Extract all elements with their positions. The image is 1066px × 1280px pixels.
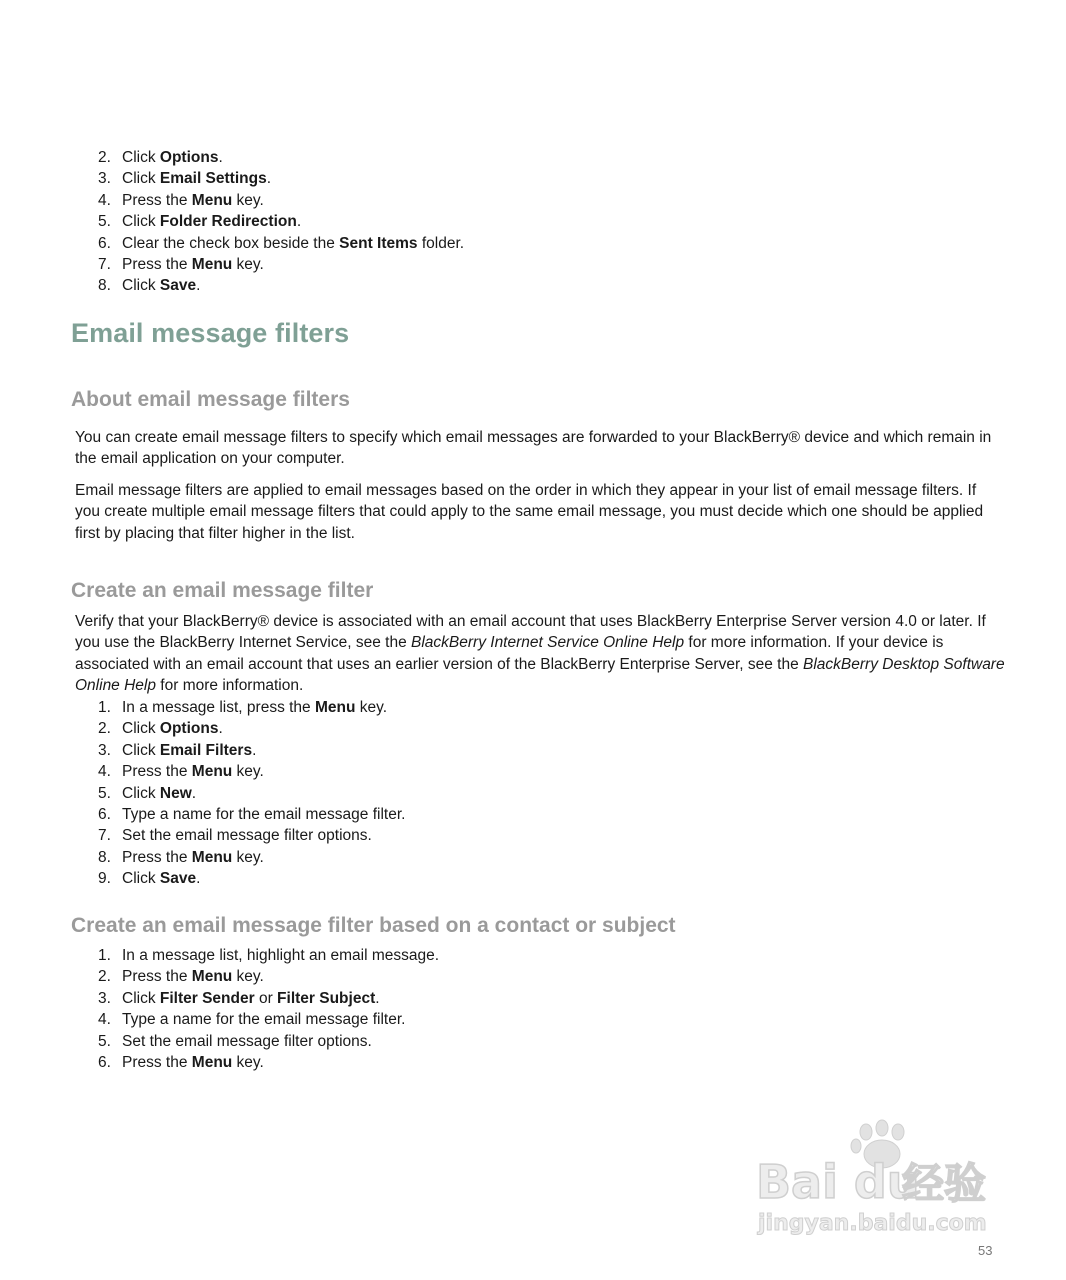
steps-list-contact [0,945,439,1073]
list-item: 2. Click Options. [98,149,223,166]
list-item: 7. Set the email message filter options. [98,827,372,845]
list-item: 9. Click Save. [98,870,201,888]
list-item: 4. Press the Menu key. [98,763,264,781]
create-heading: Create an email message filter [71,579,374,602]
watermark-cn: 经验 [902,1159,987,1208]
list-item: 6. Clear the check box beside the Sent Items folder. [98,234,465,252]
list-item: 7. Press the Menu key. [98,256,264,274]
steps-list-top [0,147,464,297]
create-intro: Verify that your BlackBerry® device is associated with an email account that uses BlackBerry Enterprise Server version 4.0 or later. If you use the BlackBerry Internet Service, see the BlackBerry Internet Service Online Help for more information. If your device is associated with an email account that uses an earlier version of the BlackBerry Enterprise Server, see the BlackBerry Desktop Software Online Help for more information. [75,613,1005,695]
watermark-url: jingyan.baidu.com [758,1211,987,1236]
list-item: 3. Click Email Filters. [98,741,257,759]
steps-list-create [0,697,405,890]
list-item: 1. In a message list, highlight an email message. [98,947,440,964]
watermark-brand: Bai du [756,1155,920,1209]
list-item: 5. Set the email message filter options. [98,1032,372,1050]
list-item: 2. Press the Menu key. [98,968,264,986]
list-item: 3. Click Email Settings. [98,170,272,188]
list-item: 5. Click Folder Redirection. [98,213,302,231]
about-paragraph-1: You can create email message filters to specify which email messages are forwarded to your BlackBerry® device and which remain in the email application on your computer. [75,429,992,468]
list-item: 4. Type a name for the email message filter. [98,1011,406,1029]
about-paragraph-2: Email message filters are applied to email messages based on the order in which they appear in your list of email message filters. If you create multiple email message filters that could apply to the same email message, you must decide which one should be applied first by placing that filter higher in the list. [75,482,984,542]
list-item: 3. Click Filter Sender or Filter Subject. [98,989,380,1007]
list-item: 8. Press the Menu key. [98,848,264,866]
list-item: 5. Click New. [98,784,197,802]
list-item: 1. In a message list, press the Menu key. [98,699,388,716]
list-item: 6. Type a name for the email message filter. [98,806,406,824]
section-title: Email message filters [71,318,350,348]
baidu-jingyan-watermark [752,1118,1004,1236]
contact-heading: Create an email message filter based on a contact or subject [71,914,676,937]
list-item: 8. Click Save. [98,277,201,295]
page-number: 53 [978,1243,993,1258]
about-heading: About email message filters [71,388,350,411]
list-item: 2. Click Options. [98,720,223,738]
list-item: 4. Press the Menu key. [98,191,264,209]
list-item: 6. Press the Menu key. [98,1054,264,1072]
